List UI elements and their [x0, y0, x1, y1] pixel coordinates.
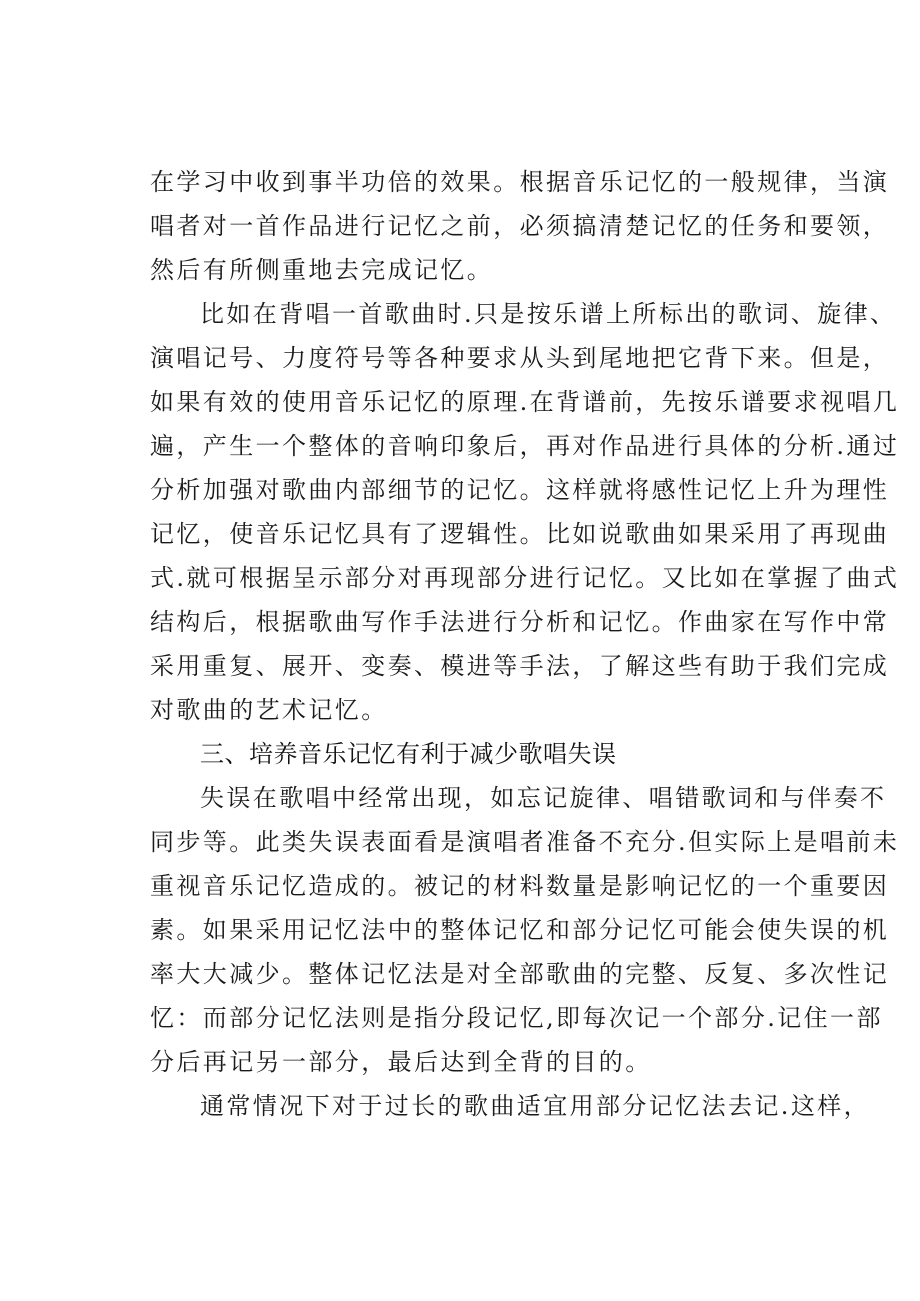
paragraph-2-line-9: 采用重复、展开、变奏、模进等手法，了解这些有助于我们完成 [150, 652, 890, 680]
paragraph-2-line-4: 遍，产生一个整体的音响印象后，再对作品进行具体的分析.通过 [150, 432, 900, 460]
paragraph-3-line-4: 素。如果采用记忆法中的整体记忆和部分记忆可能会使失误的机 [150, 916, 890, 944]
paragraph-3-line-7: 分后再记另一部分，最后达到全背的目的。 [150, 1048, 652, 1076]
paragraph-1-line-3: 然后有所侧重地去完成记忆。 [150, 256, 494, 284]
paragraph-2-line-7: 式.就可根据呈示部分对再现部分进行记忆。又比如在掌握了曲式 [150, 564, 900, 592]
paragraph-2-line-2: 演唱记号、力度符号等各种要求从头到尾地把它背下来。但是， [150, 344, 890, 372]
paragraph-3-line-2: 同步等。此类失误表面看是演唱者准备不充分.但实际上是唱前未 [150, 828, 900, 856]
paragraph-2-line-1: 比如在背唱一首歌曲时.只是按乐谱上所标出的歌词、旋律、 [200, 300, 897, 328]
paragraph-3-line-3: 重视音乐记忆造成的。被记的材料数量是影响记忆的一个重要因 [150, 872, 890, 900]
paragraph-4-line-1: 通常情况下对于过长的歌曲适宜用部分记忆法去记.这样， [200, 1092, 871, 1120]
paragraph-2-line-5: 分析加强对歌曲内部细节的记忆。这样就将感性记忆上升为理性 [150, 476, 890, 504]
paragraph-1-line-2: 唱者对一首作品进行记忆之前，必须搞清楚记忆的任务和要领， [150, 212, 890, 240]
paragraph-2-line-6: 记忆，使音乐记忆具有了逻辑性。比如说歌曲如果采用了再现曲 [150, 520, 890, 548]
paragraph-2-line-8: 结构后，根据歌曲写作手法进行分析和记忆。作曲家在写作中常 [150, 608, 890, 636]
paragraph-3-line-1: 失误在歌唱中经常出现，如忘记旋律、唱错歌词和与伴奏不 [200, 784, 887, 812]
paragraph-2-line-3: 如果有效的使用音乐记忆的原理.在背谱前，先按乐谱要求视唱几 [150, 388, 900, 416]
paragraph-2-line-10: 对歌曲的艺术记忆。 [150, 696, 388, 724]
paragraph-3-line-5: 率大大减少。整体记忆法是对全部歌曲的完整、反复、多次性记 [150, 960, 890, 988]
paragraph-3-line-6: 忆：而部分记忆法则是指分段记忆,即每次记一个部分.记住一部 [150, 1004, 883, 1032]
section-heading-3: 三、培养音乐记忆有利于减少歌唱失误 [200, 740, 617, 768]
paragraph-1-line-1: 在学习中收到事半功倍的效果。根据音乐记忆的一般规律，当演 [150, 168, 890, 196]
